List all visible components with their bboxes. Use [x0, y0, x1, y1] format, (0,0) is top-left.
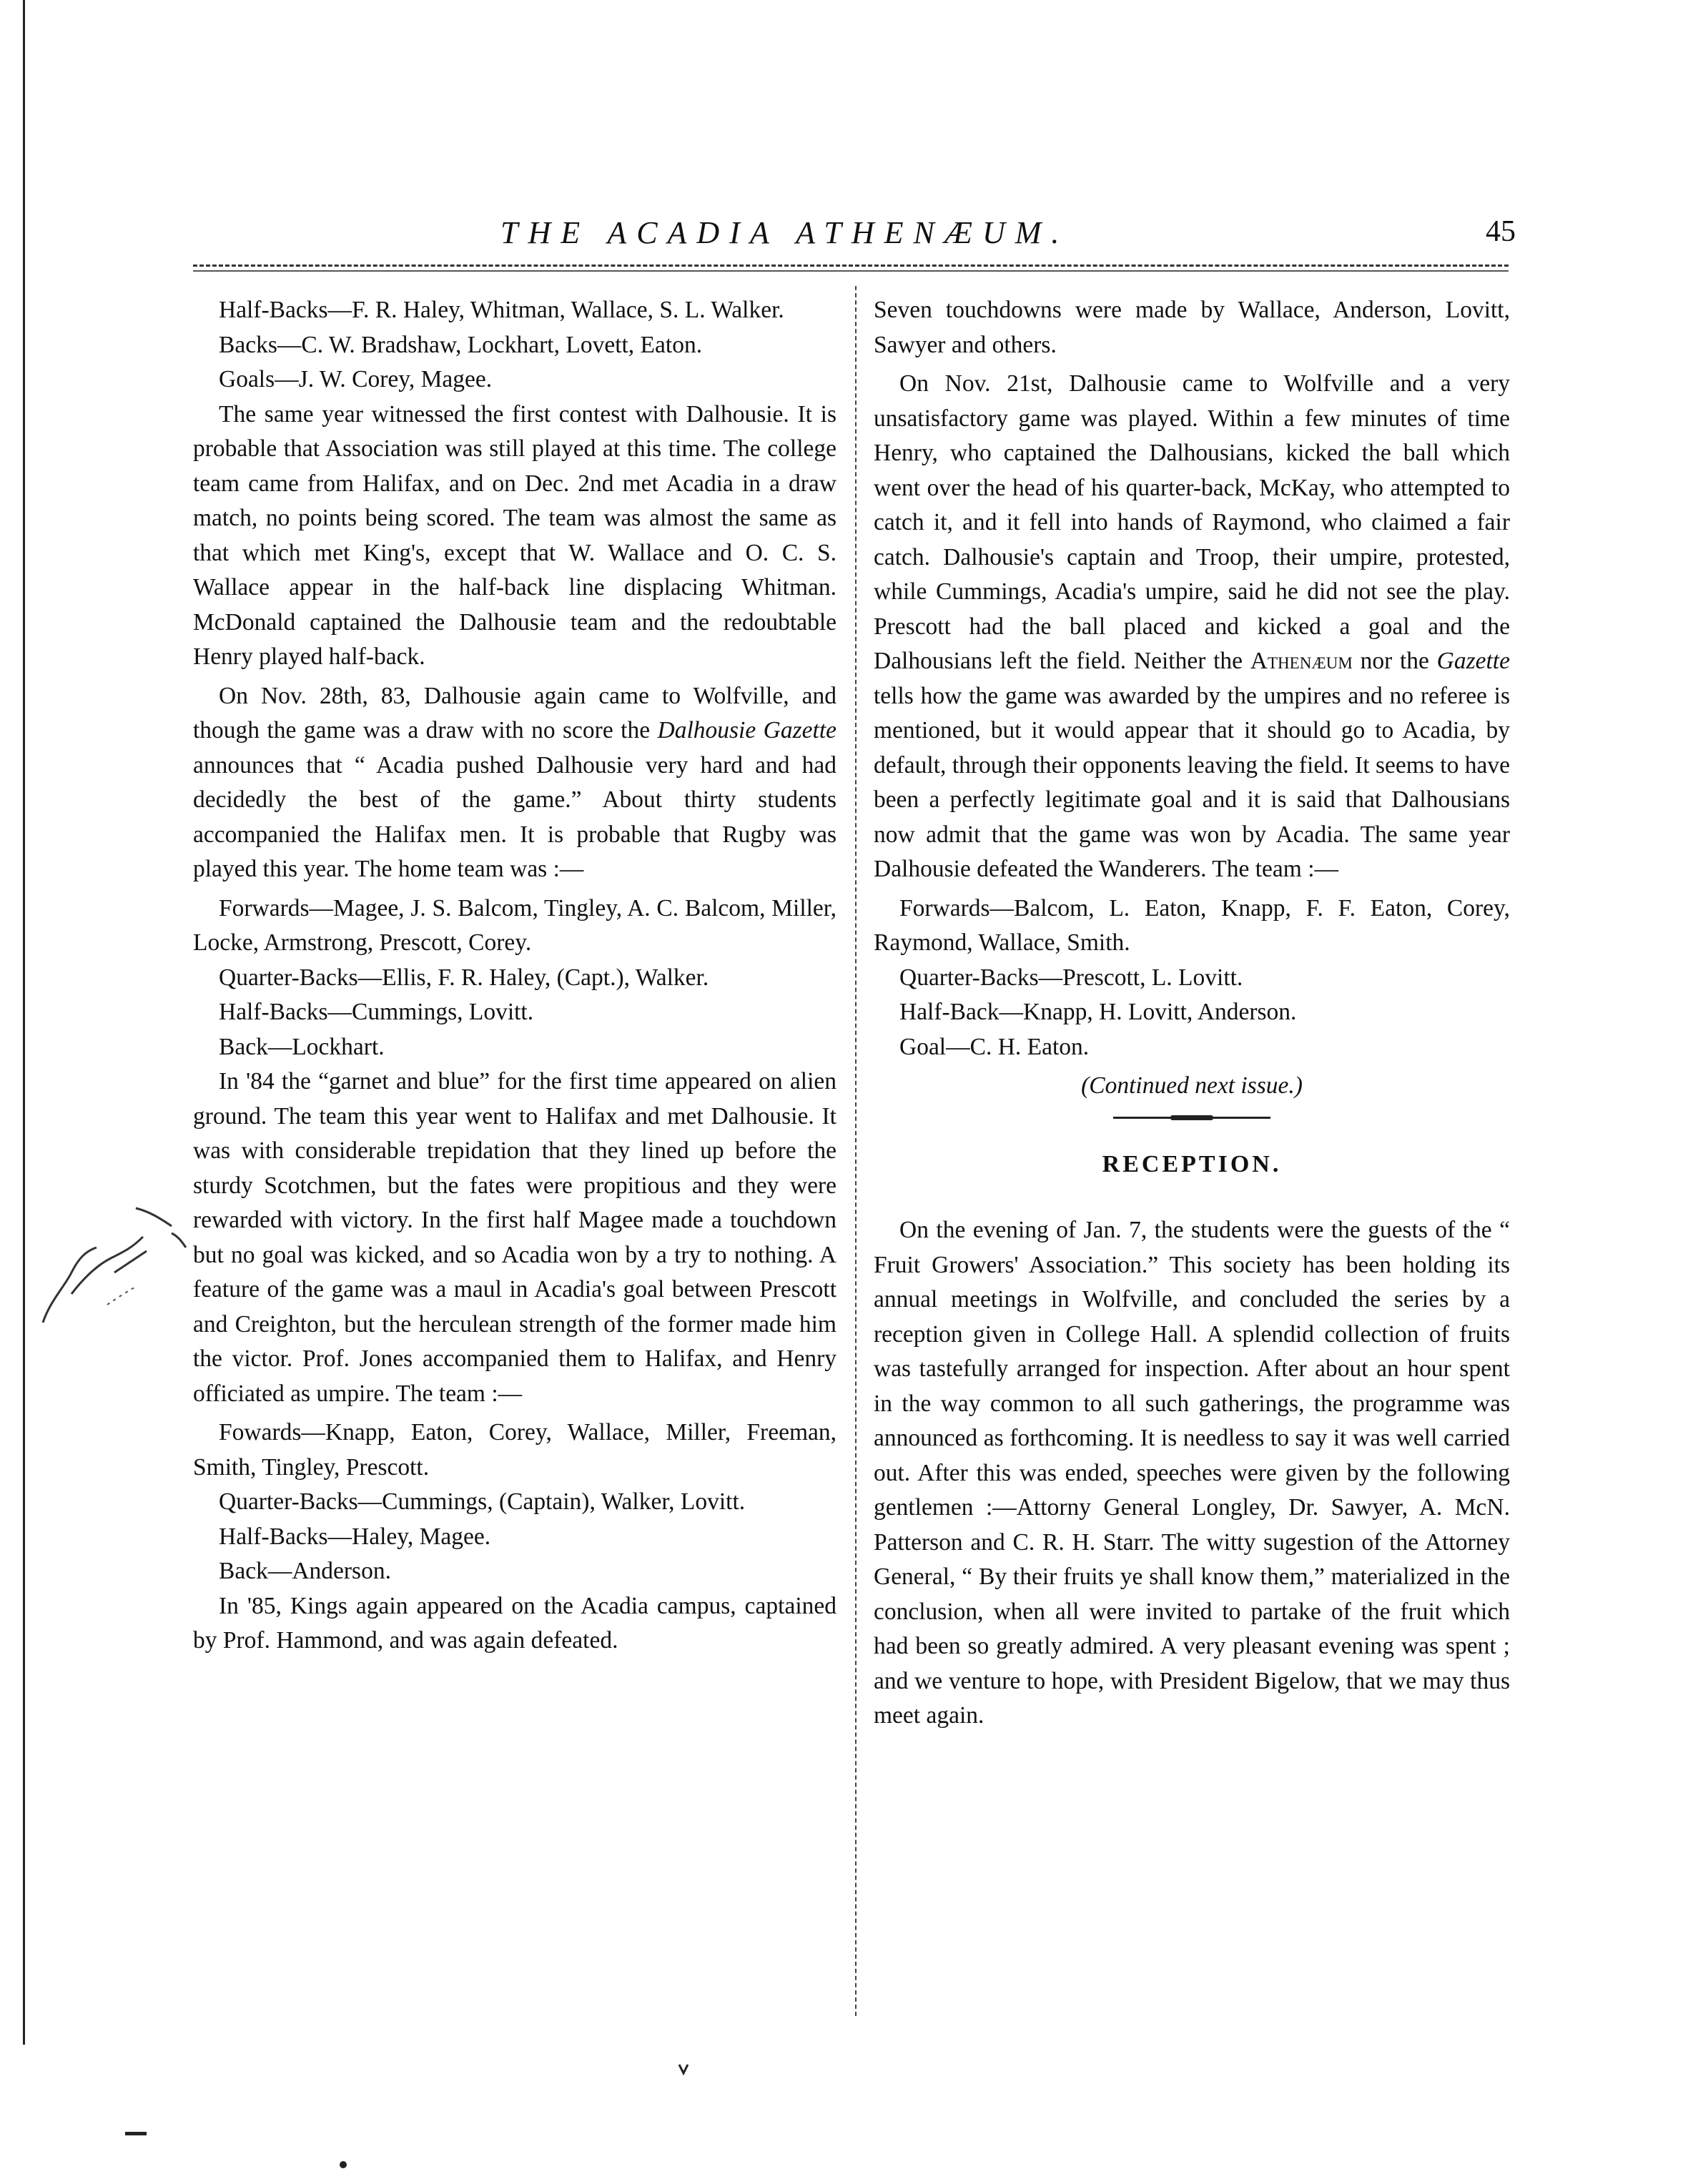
team-back-84: Back—Anderson.: [219, 1558, 391, 1584]
team-quarter-backs-84: Quarter-Backs—Cummings, (Captain), Walker, Lovitt.: [219, 1488, 746, 1515]
team-goals: Goals—J. W. Corey, Magee.: [219, 366, 493, 392]
scan-specks: [0, 2059, 1693, 2180]
team-quarter-backs-83: Quarter-Backs—Ellis, F. R. Haley, (Capt.), Walker.: [219, 964, 709, 991]
team-forwards-83: Forwards—Magee, J. S. Balcom, Tingley, A. C. Balcom, Miller, Locke, Armstrong, Prescott, Corey.: [193, 894, 836, 956]
athenaeum-title: Athenæum: [1250, 648, 1353, 674]
running-title: THE ACADIA ATHENÆUM.: [500, 215, 1070, 250]
header-rule-thin: [193, 270, 1509, 272]
text-run: nor the: [1352, 648, 1437, 674]
handwritten-margin-note: [29, 1180, 193, 1365]
paragraph-1884: In '84 the “garnet and blue” for the first time appeared on alien ground. The team this year went to Halifax and met Dalhousie. It was with considerable trepidation that they lined up before the sturdy Scotchmen, but the fates were propitious and they were rewarded with victory. In the first half Magee made a touchdown but no goal was kicked, and so Acadia won by a try to nothing. A feature of the game was a maul in Acadia's goal between Prescott and Creighton, but the herculean strength of the former made him the victor. Prof. Jones accompanied them to Halifax, and Henry officiated as umpire. The team :—: [193, 1068, 836, 1407]
team-quarter-backs-85: Quarter-Backs—Prescott, L. Lovitt.: [899, 964, 1243, 991]
column-divider: [855, 286, 857, 2016]
team-half-backs-84: Half-Backs—Haley, Magee.: [219, 1523, 491, 1550]
paragraph-nov-28: [193, 679, 836, 887]
page-edge-rule: [23, 0, 25, 2045]
paragraph-reception: On the evening of Jan. 7, the students were the guests of the “ Fruit Growers' Association.” This society has been holding its annual meetings in Wolfville, and concluded the series by a reception given in College Hall. A splendid collection of fruits was tastefully arranged for inspection. After about an hour spent in the way common to all such gatherings, the programme was announced as forthcoming. It is needless to say it was well carried out. After this was ended, speeches were given by the following gentlemen :—Attorny General Longley, Dr. Sawyer, A. McN. Patterson and C. R. H. Starr. The witty sugestion of the Attorney General, “ By their fruits ye shall know them,” materialized in the conclusion, when all were invited to partake of the fruit which had been so greatly admired. A very pleasant evening was spent ; and we venture to hope, with President Bigelow, that we may thus meet again.: [874, 1217, 1510, 1729]
team-half-backs: Half-Backs—F. R. Haley, Whitman, Wallace, S. L. Walker.: [219, 297, 784, 323]
team-forwards-85: Forwards—Balcom, L. Eaton, Knapp, F. F. Eaton, Corey, Raymond, Wallace, Smith.: [874, 894, 1510, 956]
paragraph-nov-21: [874, 367, 1510, 887]
team-half-back-85: Half-Back—Knapp, H. Lovitt, Anderson.: [899, 999, 1297, 1025]
continued-note: (Continued next issue.): [1081, 1072, 1303, 1099]
speck-marks: [0, 2059, 1693, 2180]
section-heading-reception: RECEPTION.: [1102, 1150, 1282, 1177]
text-run: On Nov. 21st, Dalhousie came to Wolfville and a very unsatisfactory game was played. Within a few minutes of time Henry, who captained the Dalhousians, kicked the ball which went over the head of his quarter-back, McKay, who attempted to catch it, and it fell into hands of Raymond, who claimed a fair catch. Dalhousie's captain and Troop, their umpire, protested, while Cummings, Acadia's umpire, said he did not see the play. Prescott had the ball placed and kicked a goal and the Dalhousians left the field. Neither the: [874, 370, 1510, 674]
text-run: tells how the game was awarded by the umpires and no referee is mentioned, but it would appear that it should go to Acadia, by default, through their opponents leaving the field. It seems to have been a perfectly legitimate goal and it is said that Dalhousians now admit that the game was won by Acadia. The same year Dalhousie defeated the Wanderers. The team :—: [874, 682, 1510, 882]
text-run: On Nov. 28th, 83, Dalhousie again came to Wolfville, and though the game was a draw with no score the: [193, 682, 836, 743]
section-divider: [1113, 1117, 1270, 1119]
team-half-backs-83: Half-Backs—Cummings, Lovitt.: [219, 999, 534, 1025]
paragraph-seven-touchdowns: Seven touchdowns were made by Wallace, Anderson, Lovitt, Sawyer and others.: [874, 297, 1510, 358]
team-forwards-84: Fowards—Knapp, Eaton, Corey, Wallace, Miller, Freeman, Smith, Tingley, Prescott.: [193, 1419, 836, 1481]
page-number: 45: [1486, 215, 1516, 248]
left-column: [193, 293, 836, 1663]
paragraph-1885: In '85, Kings again appeared on the Acadia campus, captained by Prof. Hammond, and was again defeated.: [193, 1592, 836, 1654]
page-header: [172, 214, 1516, 257]
team-backs: Backs—C. W. Bradshaw, Lockhart, Lovett, Eaton.: [219, 331, 703, 358]
handwriting-scribble: [29, 1180, 193, 1365]
text-run: announces that “ Acadia pushed Dalhousie very hard and had decidedly the best of the game.” About thirty students accompanied the Halifax men. It is probable that Rugby was played this year. The home team was :—: [193, 751, 836, 882]
paragraph-dalhousie-first-contest: The same year witnessed the first contest with Dalhousie. It is probable that Association was still played at this time. The college team came from Halifax, and on Dec. 2nd met Acadia in a draw match, no points being scored. The team was almost the same as that which met King's, except that W. Wallace and O. C. S. Wallace appear in the half-back line displacing Whitman. McDonald captained the Dalhousie team and the redoubtable Henry played half-back.: [193, 400, 836, 670]
gazette-title: Gazette: [1436, 648, 1510, 674]
gazette-title: Dalhousie Gazette: [657, 717, 836, 743]
right-column: [874, 293, 1510, 1738]
header-rule: [193, 265, 1509, 267]
team-back-83: Back—Lockhart.: [219, 1033, 385, 1060]
team-goal-85: Goal—C. H. Eaton.: [899, 1033, 1090, 1060]
